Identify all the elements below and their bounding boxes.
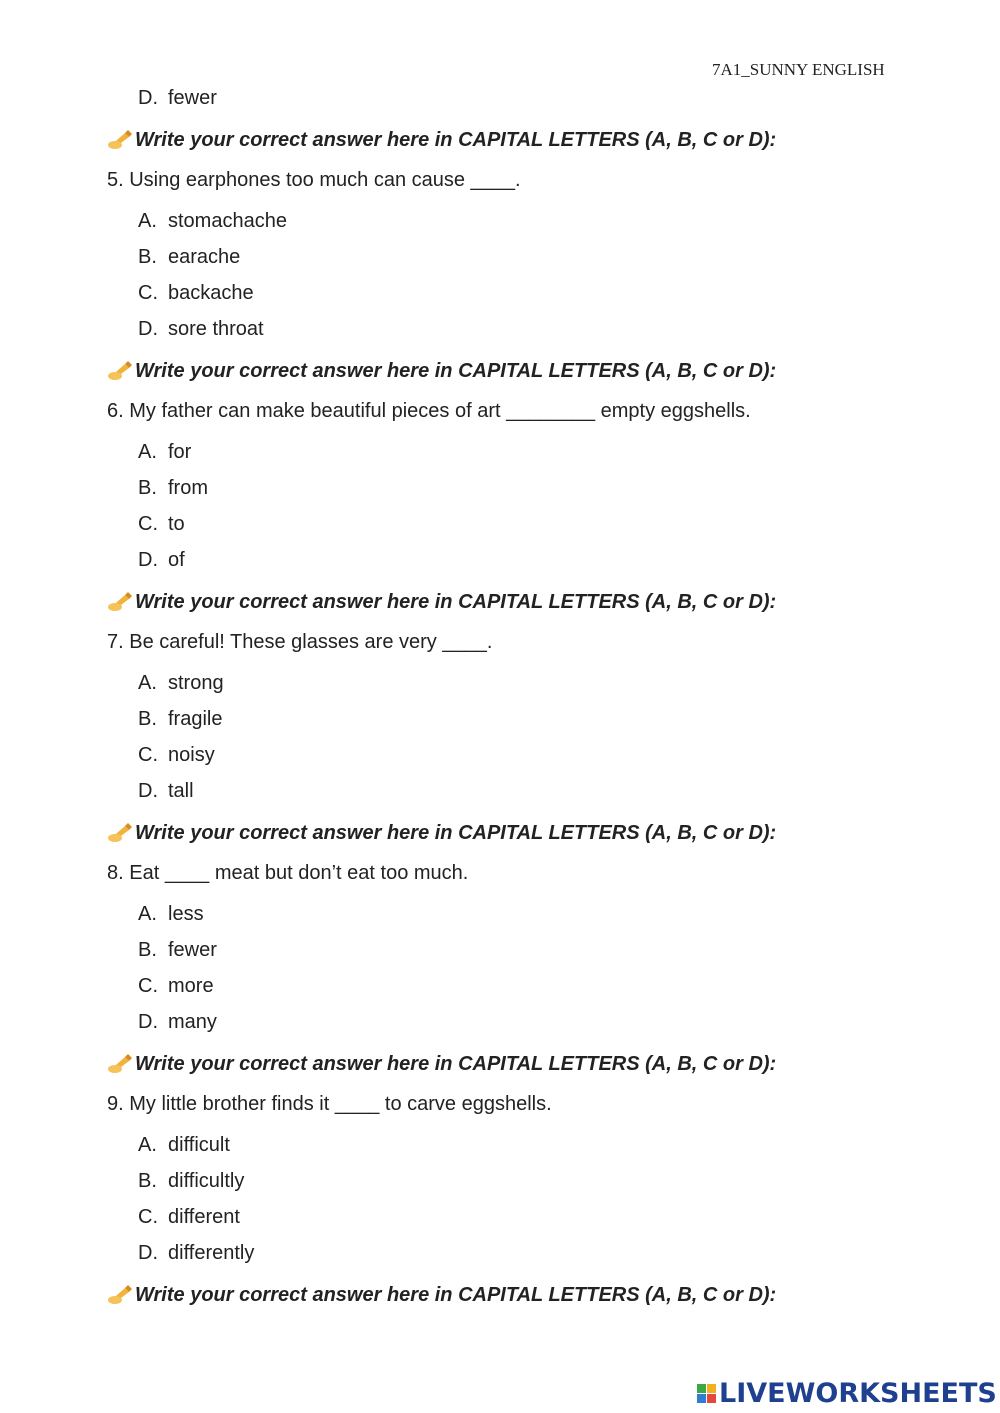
option-item <box>138 282 254 305</box>
option-item <box>138 1170 244 1193</box>
option-text: tall <box>168 780 194 802</box>
option-letter: C. <box>138 513 158 535</box>
option-text: difficultly <box>168 1170 245 1192</box>
option-letter: D. <box>138 1011 158 1033</box>
option-item <box>138 210 287 233</box>
option-letter: A. <box>138 672 157 694</box>
writing-hand-icon <box>107 590 135 612</box>
liveworksheets-logo <box>697 1378 997 1409</box>
option-text: more <box>168 975 214 997</box>
option-text: stomachache <box>168 210 287 232</box>
option-letter: B. <box>138 708 157 730</box>
option-letter: B. <box>138 477 157 499</box>
answer-prompt <box>107 128 776 152</box>
option-item <box>138 318 264 341</box>
option-text: backache <box>168 282 254 304</box>
option-item <box>138 1011 217 1034</box>
option-letter: D. <box>138 87 158 109</box>
logo-text: LIVEWORKSHEETS <box>719 1378 997 1409</box>
option-letter: D. <box>138 780 158 802</box>
option-item <box>138 1134 230 1157</box>
option-text: sore throat <box>168 318 264 340</box>
option-item <box>138 1242 254 1265</box>
option-text: difficult <box>168 1134 230 1156</box>
logo-square <box>707 1394 716 1403</box>
answer-prompt-text: Write your correct answer here in CAPITAL LETTERS (A, B, C or D): <box>135 129 777 151</box>
option-item <box>138 513 185 536</box>
option-item <box>138 477 208 500</box>
question-text: 6. My father can make beautiful pieces of art ________ empty eggshells. <box>107 400 751 422</box>
writing-hand-icon <box>107 1052 135 1074</box>
answer-prompt <box>107 590 776 614</box>
option-letter: A. <box>138 1134 157 1156</box>
option-text: earache <box>168 246 241 268</box>
option-item <box>138 975 214 998</box>
writing-hand-icon <box>107 821 135 843</box>
option-text: noisy <box>168 744 215 766</box>
option-item <box>138 744 215 767</box>
writing-hand-icon <box>107 359 135 381</box>
option-letter: A. <box>138 210 157 232</box>
option-letter: C. <box>138 975 158 997</box>
option-item <box>138 672 224 695</box>
option-item <box>138 903 204 926</box>
answer-prompt-text: Write your correct answer here in CAPITAL LETTERS (A, B, C or D): <box>135 1053 777 1075</box>
option-letter: A. <box>138 441 157 463</box>
logo-square <box>697 1384 706 1393</box>
option-letter: B. <box>138 939 157 961</box>
option-text: from <box>168 477 208 499</box>
question-text: 8. Eat ____ meat but don’t eat too much. <box>107 862 469 884</box>
option-text: many <box>168 1011 217 1033</box>
option-letter: D. <box>138 318 158 340</box>
answer-prompt-text: Write your correct answer here in CAPITAL LETTERS (A, B, C or D): <box>135 1284 777 1306</box>
option-item <box>138 441 191 464</box>
answer-prompt <box>107 1283 776 1307</box>
option-letter: C. <box>138 1206 158 1228</box>
option-text: fewer <box>168 87 217 109</box>
option-item <box>138 246 240 269</box>
option-text: differently <box>168 1242 255 1264</box>
answer-prompt <box>107 821 776 845</box>
answer-prompt-text: Write your correct answer here in CAPITAL LETTERS (A, B, C or D): <box>135 591 777 613</box>
option-text: different <box>168 1206 240 1228</box>
option-item <box>138 549 185 572</box>
question-text: 5. Using earphones too much can cause ____. <box>107 169 521 191</box>
option-text: for <box>168 441 192 463</box>
option-letter: B. <box>138 246 157 268</box>
answer-prompt-text: Write your correct answer here in CAPITAL LETTERS (A, B, C or D): <box>135 360 777 382</box>
question-text: 7. Be careful! These glasses are very ____. <box>107 631 493 653</box>
option-text: less <box>168 903 204 925</box>
writing-hand-icon <box>107 128 135 150</box>
option-letter: A. <box>138 903 157 925</box>
option-item <box>138 87 217 110</box>
answer-prompt <box>107 359 776 383</box>
option-text: fewer <box>168 939 217 961</box>
option-letter: D. <box>138 549 158 571</box>
writing-hand-icon <box>107 1283 135 1305</box>
logo-square <box>697 1394 706 1403</box>
answer-prompt-text: Write your correct answer here in CAPITAL LETTERS (A, B, C or D): <box>135 822 777 844</box>
option-text: of <box>168 549 185 571</box>
option-text: fragile <box>168 708 223 730</box>
logo-mark-icon <box>697 1384 716 1403</box>
option-item <box>138 780 194 803</box>
option-letter: C. <box>138 744 158 766</box>
question-text: 9. My little brother finds it ____ to carve eggshells. <box>107 1093 552 1115</box>
logo-square <box>707 1384 716 1393</box>
option-letter: C. <box>138 282 158 304</box>
option-item <box>138 1206 240 1229</box>
option-text: to <box>168 513 185 535</box>
option-item <box>138 939 217 962</box>
option-letter: B. <box>138 1170 157 1192</box>
option-text: strong <box>168 672 224 694</box>
answer-prompt <box>107 1052 776 1076</box>
option-item <box>138 708 222 731</box>
page-header: 7A1_SUNNY ENGLISH <box>712 60 885 79</box>
option-letter: D. <box>138 1242 158 1264</box>
